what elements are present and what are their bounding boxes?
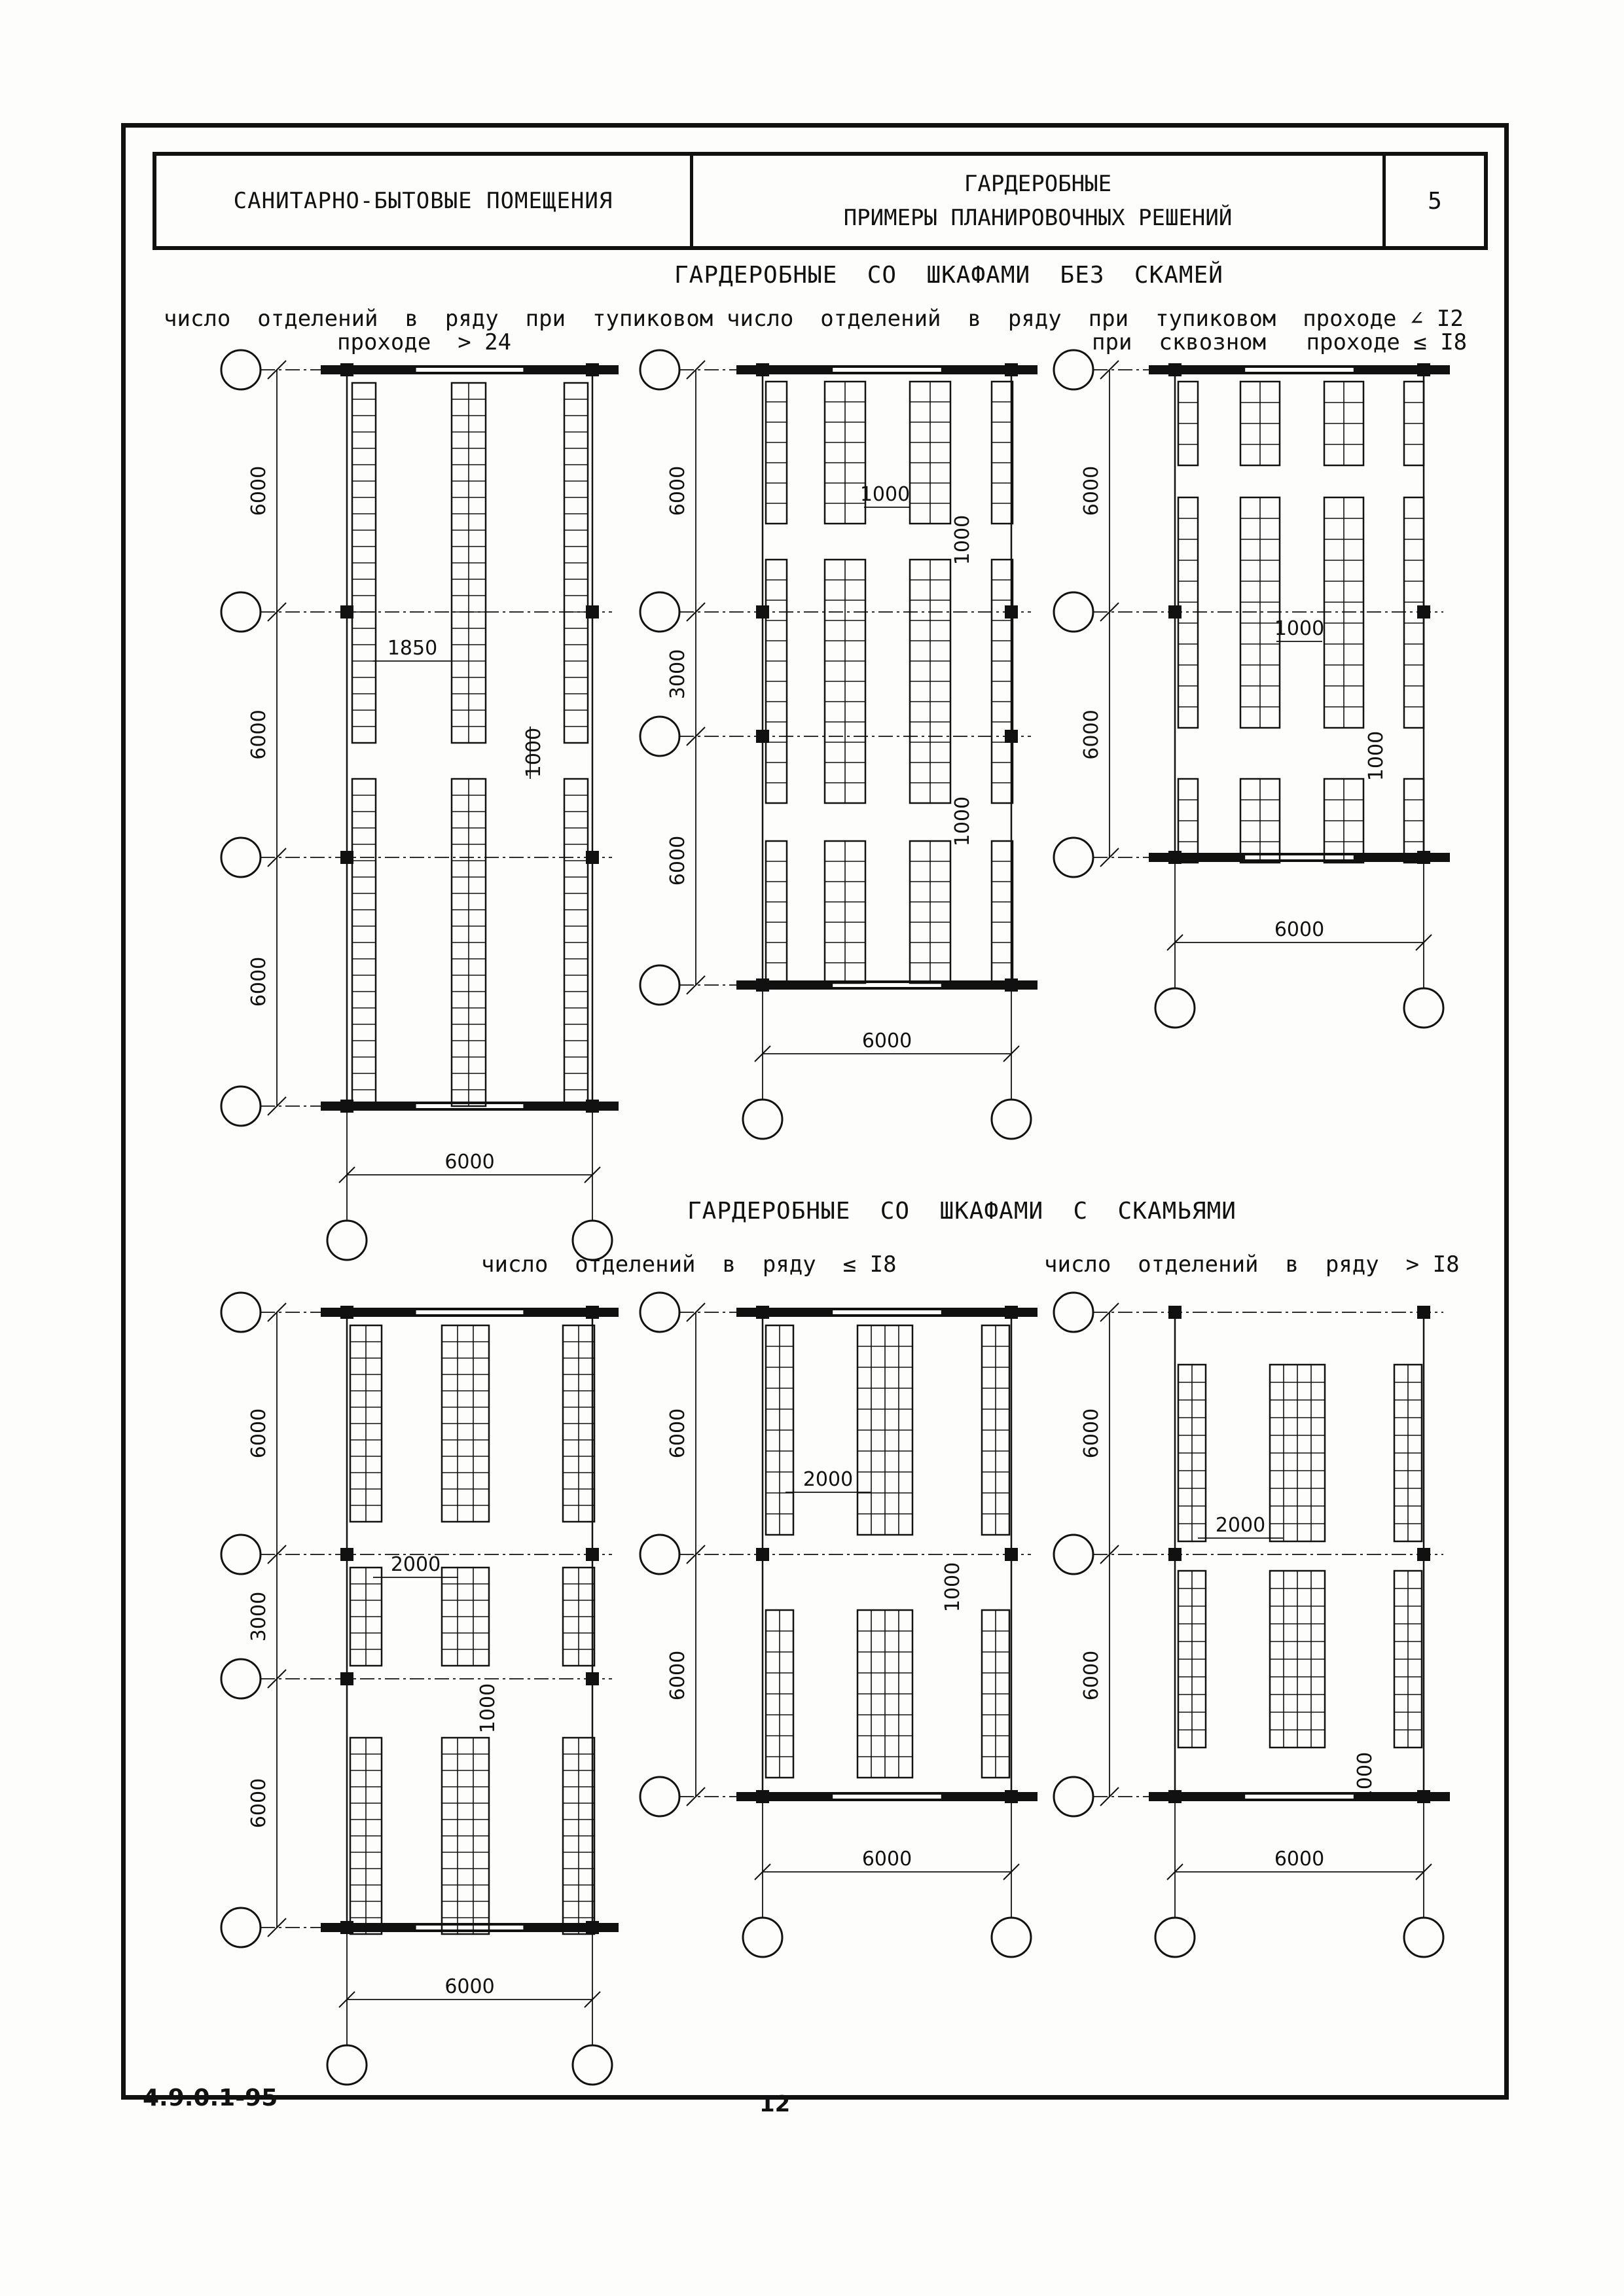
locker-block: [442, 1568, 489, 1666]
window-opening: [1245, 855, 1354, 859]
locker-block: [1394, 1365, 1422, 1541]
axis-bubble-column: [327, 1221, 367, 1260]
locker-block: [825, 382, 865, 524]
axis-bubble-column: [743, 1918, 782, 1957]
locker-block: [563, 1568, 594, 1666]
locker-block: [766, 841, 787, 983]
locker-block: [563, 1325, 594, 1522]
locker-block: [825, 841, 865, 983]
locker-block: [910, 382, 950, 524]
aisle-dimension-label: 2000: [803, 1468, 854, 1491]
locker-block: [910, 560, 950, 803]
column-marker: [340, 1548, 353, 1561]
plan-drawings: [221, 350, 1450, 2085]
axis-bubble-row: [221, 1086, 261, 1126]
column-marker: [1168, 1548, 1182, 1561]
axis-bubble-row: [1054, 350, 1093, 389]
locker-block: [825, 560, 865, 803]
axis-bubble-column: [1155, 1918, 1195, 1957]
locker-block: [1240, 497, 1280, 728]
column-marker: [1005, 1548, 1018, 1561]
locker-block: [1324, 382, 1363, 465]
locker-block: [1324, 497, 1363, 728]
span-dimension-label: 6000: [1080, 1408, 1103, 1459]
locker-block: [857, 1610, 912, 1778]
top-section-heading: ГАРДЕРОБНЫЕ СО ШКАФАМИ БЕЗ СКАМЕЙ: [674, 262, 1223, 289]
locker-block: [1270, 1365, 1325, 1541]
column-marker: [756, 1548, 769, 1561]
locker-block: [452, 779, 486, 1106]
axis-bubble-row: [1054, 1535, 1093, 1574]
locker-block: [1240, 779, 1280, 863]
locker-block: [1394, 1571, 1422, 1748]
locker-block: [442, 1325, 489, 1522]
axis-bubble-column: [992, 1918, 1031, 1957]
locker-block: [766, 1610, 793, 1778]
locker-block: [982, 1610, 1009, 1778]
window-opening: [833, 368, 941, 372]
locker-block: [564, 779, 588, 1106]
axis-bubble-column: [743, 1100, 782, 1139]
locker-block: [982, 1325, 1009, 1535]
axis-bubble-row: [221, 1659, 261, 1698]
span-dimension-label: 6000: [666, 1650, 689, 1701]
locker-outline: [766, 841, 787, 983]
locker-block: [992, 560, 1013, 803]
aisle-dimension-label: 1000: [522, 727, 545, 778]
locker-block: [1404, 779, 1424, 863]
width-dimension-label: 6000: [444, 1151, 495, 1174]
locker-block: [766, 1325, 793, 1535]
window-opening: [416, 1310, 524, 1314]
locker-block: [350, 1568, 382, 1666]
aisle-dimension-label: 1000: [951, 796, 974, 847]
locker-block: [857, 1325, 912, 1535]
window-opening: [1245, 1795, 1354, 1799]
axis-bubble-column: [992, 1100, 1031, 1139]
axis-bubble-row: [640, 592, 679, 632]
window-opening: [1245, 368, 1354, 372]
locker-block: [350, 1325, 382, 1522]
span-dimension-label: 6000: [666, 465, 689, 516]
aisle-dimension-label: 1850: [387, 637, 438, 660]
axis-bubble-row: [1054, 1293, 1093, 1332]
top-left-caption-line2: проходе > 24: [337, 329, 512, 355]
width-dimension-label: 6000: [861, 1030, 912, 1052]
sheet-title-line2: ПРИМЕРЫ ПЛАНИРОВОЧНЫХ РЕШЕНИЙ: [843, 205, 1233, 231]
axis-bubble-column: [573, 2045, 612, 2085]
axis-bubble-row: [221, 592, 261, 632]
axis-bubble-row: [640, 350, 679, 389]
locker-block: [352, 383, 376, 743]
column-marker: [1417, 1548, 1430, 1561]
locker-block: [564, 383, 588, 743]
axis-bubble-column: [1404, 988, 1443, 1028]
locker-block: [442, 1738, 489, 1934]
locker-block: [992, 841, 1013, 983]
locker-block: [1324, 779, 1363, 863]
aisle-dimension-label: 1000: [1365, 730, 1388, 781]
width-dimension-label: 6000: [1274, 1848, 1325, 1871]
locker-block: [352, 779, 376, 1106]
width-dimension-label: 6000: [1274, 918, 1325, 941]
column-marker: [1168, 1306, 1182, 1319]
locker-block: [1270, 1571, 1325, 1748]
window-opening: [416, 1926, 524, 1929]
column-marker: [1417, 1306, 1430, 1319]
locker-block: [452, 383, 486, 743]
span-dimension-label: 6000: [666, 1408, 689, 1459]
aisle-dimension-label: 1000: [941, 1562, 964, 1613]
span-dimension-label: 6000: [247, 465, 270, 516]
column-marker: [756, 730, 769, 743]
span-dimension-label: 6000: [1080, 465, 1103, 516]
axis-bubble-row: [221, 1908, 261, 1947]
column-marker: [1005, 730, 1018, 743]
column-marker: [586, 1672, 599, 1685]
locker-block: [1178, 1571, 1206, 1748]
top-left-caption-line1: число отделений в ряду при тупиковом: [164, 306, 713, 332]
top-right-caption-line2: при сквозном проходе ≤ I8: [1092, 329, 1468, 355]
window-opening: [833, 1795, 941, 1799]
axis-bubble-row: [640, 965, 679, 1005]
locker-block: [766, 382, 787, 524]
aisle-dimension-label: 1000: [859, 483, 911, 506]
aisle-dimension-label: 1000: [477, 1683, 499, 1734]
locker-block: [766, 560, 787, 803]
locker-outline: [766, 382, 787, 524]
width-dimension-label: 6000: [861, 1848, 912, 1871]
column-marker: [756, 605, 769, 619]
span-dimension-label: 3000: [247, 1591, 270, 1642]
top-right-caption-line1: число отделений в ряду при тупиковом проходе ∠ I2: [727, 306, 1464, 332]
locker-block: [1178, 382, 1198, 465]
locker-block: [1240, 382, 1280, 465]
bottom-section-heading: ГАРДЕРОБНЫЕ СО ШКАФАМИ С СКАМЬЯМИ: [687, 1198, 1236, 1225]
locker-block: [563, 1738, 594, 1934]
column-marker: [1005, 605, 1018, 619]
locker-outline: [992, 841, 1013, 983]
title-block-section-name: САНИТАРНО-БЫТОВЫЕ ПОМЕЩЕНИЯ: [156, 156, 693, 246]
bottom-left-caption: число отделений в ряду ≤ I8: [481, 1251, 897, 1278]
axis-bubble-column: [327, 2045, 367, 2085]
aisle-dimension-label: 2000: [390, 1553, 441, 1576]
axis-bubble-row: [221, 350, 261, 389]
aisle-dimension-label: 2000: [1215, 1514, 1266, 1537]
width-dimension-label: 6000: [444, 1975, 495, 1998]
column-marker: [1168, 605, 1182, 619]
window-opening: [833, 1310, 941, 1314]
locker-outline: [992, 382, 1013, 524]
axis-bubble-column: [1404, 1918, 1443, 1957]
axis-bubble-row: [640, 1535, 679, 1574]
page-number: 12: [759, 2091, 791, 2117]
axis-bubble-row: [1054, 838, 1093, 877]
locker-block: [1404, 382, 1424, 465]
axis-bubble-row: [221, 1293, 261, 1332]
locker-block: [1178, 1365, 1206, 1541]
axis-bubble-row: [640, 717, 679, 756]
span-dimension-label: 6000: [247, 1778, 270, 1829]
column-marker: [586, 1548, 599, 1561]
axis-bubble-row: [1054, 1777, 1093, 1816]
span-dimension-label: 6000: [247, 956, 270, 1007]
span-dimension-label: 6000: [1080, 1650, 1103, 1701]
span-dimension-label: 6000: [247, 1408, 270, 1459]
bottom-right-caption: число отделений в ряду > I8: [1044, 1251, 1460, 1278]
column-marker: [340, 1672, 353, 1685]
locker-block: [910, 841, 950, 983]
sheet-number: 5: [1428, 187, 1442, 215]
axis-bubble-column: [573, 1221, 612, 1260]
aisle-dimension-label: 1000: [951, 514, 974, 565]
axis-bubble-row: [221, 838, 261, 877]
locker-block: [992, 382, 1013, 524]
window-opening: [416, 368, 524, 372]
locker-block: [350, 1738, 382, 1934]
span-dimension-label: 6000: [1080, 709, 1103, 760]
sheet-title-line1: ГАРДЕРОБНЫЕ: [964, 171, 1112, 197]
axis-bubble-row: [640, 1777, 679, 1816]
aisle-dimension-label: 1000: [1354, 1751, 1377, 1803]
locker-block: [1178, 779, 1198, 863]
span-dimension-label: 3000: [666, 649, 689, 700]
document-code: 4.9.0.1-95: [143, 2085, 278, 2111]
axis-bubble-row: [640, 1293, 679, 1332]
span-dimension-label: 6000: [666, 835, 689, 886]
axis-bubble-row: [221, 1535, 261, 1574]
axis-bubble-column: [1155, 988, 1195, 1028]
aisle-dimension-label: 1000: [1274, 617, 1325, 640]
span-dimension-label: 6000: [247, 709, 270, 760]
axis-bubble-row: [1054, 592, 1093, 632]
